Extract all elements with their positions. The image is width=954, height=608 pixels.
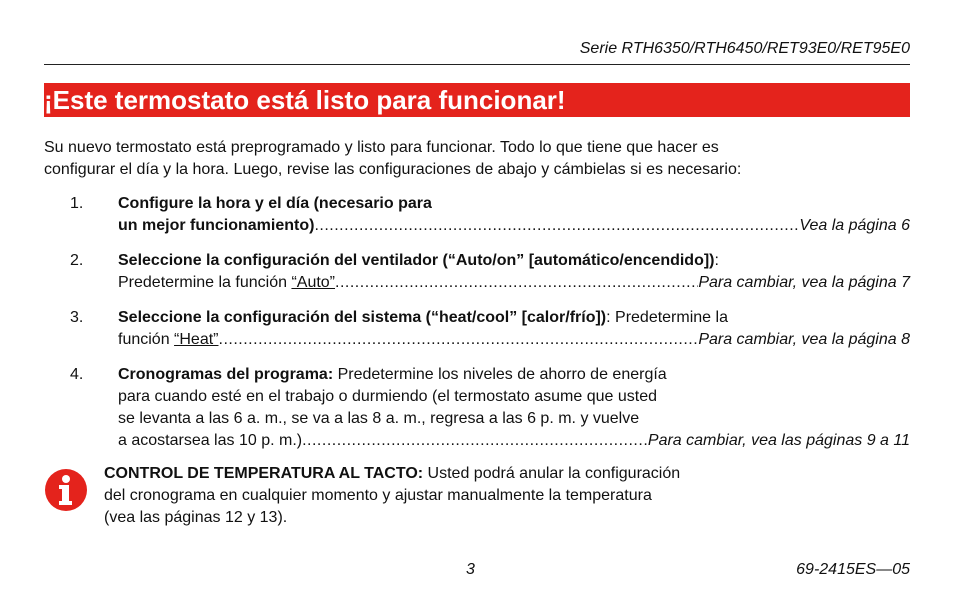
dot-leader <box>314 215 799 237</box>
item-heading: Cronogramas del programa: <box>118 366 334 383</box>
page-reference: Vea la página 6 <box>799 217 910 234</box>
item-heading-cont: un mejor funcionamiento) <box>118 217 315 234</box>
dot-leader <box>302 430 648 452</box>
dot-leader <box>219 329 699 351</box>
page-reference: Para cambiar, vea la página 8 <box>698 331 910 348</box>
default-setting-link: “Heat” <box>174 331 219 348</box>
page-reference: Para cambiar, vea las páginas 9 a 11 <box>647 432 910 449</box>
note-text: (vea las páginas 12 y 13). <box>104 509 288 526</box>
intro-line-1: Su nuevo termostato está preprogramado y listo para funcionar. Todo lo que tiene que hacer es <box>44 139 719 156</box>
item-number: 2. <box>70 252 84 269</box>
item-text: a acostarsea las 10 p. m.) <box>118 432 303 449</box>
dot-leader <box>335 272 698 294</box>
item-heading: Seleccione la configuración del ventilador (“Auto/on” [automático/encendido]) <box>118 252 715 269</box>
info-icon <box>44 468 88 512</box>
item-heading: Seleccione la configuración del sistema (“heat/cool” [calor/frío]) <box>118 309 607 326</box>
item-text: para cuando esté en el trabajo o durmiendo (el termostato asume que usted <box>118 388 657 405</box>
default-setting-link: “Auto” <box>291 274 336 291</box>
item-heading: Configure la hora y el día (necesario para <box>118 195 432 212</box>
item-text: función <box>118 331 175 348</box>
item-heading-tail: : <box>714 252 719 269</box>
header-rule <box>44 64 910 65</box>
item-text: Predetermine la función <box>118 274 292 291</box>
banner-title: ¡Este termostato está listo para funcionar! <box>44 85 566 115</box>
item-number: 4. <box>70 366 84 383</box>
note-title: CONTROL DE TEMPERATURA AL TACTO: <box>104 465 424 482</box>
intro-line-2: configurar el día y la hora. Luego, revise las configuraciones de abajo y cámbielas si es necesario: <box>44 161 742 178</box>
item-heading-tail: Predetermine los niveles de ahorro de energía <box>333 366 667 383</box>
page-reference: Para cambiar, vea la página 7 <box>698 274 910 291</box>
note-text: del cronograma en cualquier momento y ajustar manualmente la temperatura <box>104 487 652 504</box>
page-number: 3 <box>466 561 475 578</box>
title-banner <box>44 83 910 117</box>
item-heading-tail: : Predetermine la <box>606 309 728 326</box>
item-number: 1. <box>70 195 84 212</box>
document-code: 69-2415ES—05 <box>796 561 910 578</box>
intro-paragraph <box>44 137 914 181</box>
item-text: se levanta a las 6 a. m., se va a las 8 a. m., regresa a las 6 p. m. y vuelve <box>118 410 640 427</box>
note-text: Usted podrá anular la configuración <box>423 465 681 482</box>
item-number: 3. <box>70 309 84 326</box>
series-header: Serie RTH6350/RTH6450/RET93E0/RET95E0 <box>579 40 910 57</box>
